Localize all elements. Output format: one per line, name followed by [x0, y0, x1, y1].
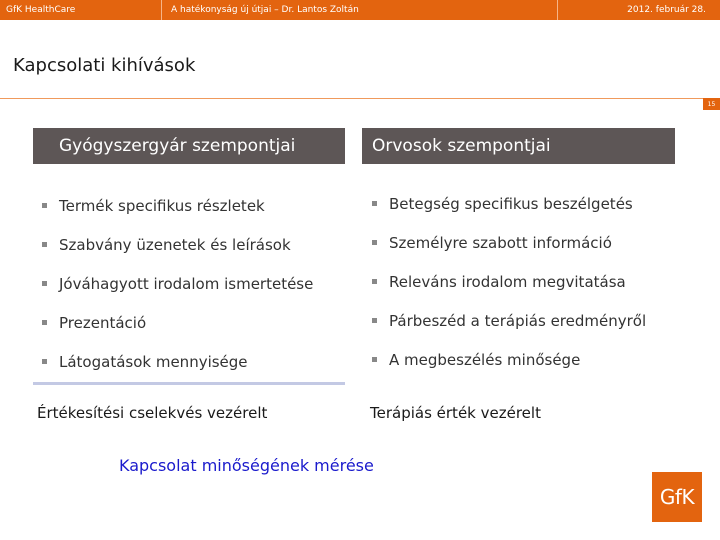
top-bar [0, 0, 720, 20]
list-item-label: Párbeszéd a terápiás eredményről [389, 311, 647, 330]
list-item [372, 184, 672, 223]
list-item-label: Személyre szabott információ [389, 233, 612, 252]
relationship-quality-link[interactable]: Kapcsolat minőségének mérése [119, 456, 374, 475]
list-item [372, 223, 672, 262]
page-number-badge: 15 [703, 98, 720, 110]
right-column-heading: Orvosok szempontjai [362, 128, 675, 164]
right-summary: Terápiás érték vezérelt [370, 404, 541, 422]
left-bullet-list [42, 186, 347, 381]
bullet-square-icon [372, 240, 377, 245]
gfk-logo: GfK [652, 472, 702, 522]
bullet-square-icon [372, 279, 377, 284]
list-item-label: Szabvány üzenetek és leírások [59, 235, 291, 254]
list-item-label: Látogatások mennyisége [59, 352, 248, 371]
list-item [42, 264, 347, 303]
bullet-square-icon [42, 242, 47, 247]
slide-title: Kapcsolati kihívások [13, 55, 196, 76]
bullet-square-icon [42, 281, 47, 286]
bullet-square-icon [372, 201, 377, 206]
left-column-divider [33, 382, 345, 385]
list-item-label: Releváns irodalom megvitatása [389, 272, 626, 291]
left-column-heading: Gyógyszergyár szempontjai [33, 128, 345, 164]
list-item-label: Termék specifikus részletek [59, 196, 265, 215]
list-item [372, 301, 672, 340]
bullet-square-icon [372, 357, 377, 362]
list-item [42, 186, 347, 225]
bullet-square-icon [372, 318, 377, 323]
list-item [372, 262, 672, 301]
bullet-square-icon [42, 203, 47, 208]
list-item-label: Jóváhagyott irodalom ismertetése [59, 274, 314, 293]
company-label: GfK HealthCare [0, 0, 162, 20]
list-item [42, 303, 347, 342]
list-item-label: Prezentáció [59, 313, 147, 332]
list-item [42, 225, 347, 264]
bullet-square-icon [42, 359, 47, 364]
list-item-label: Betegség specifikus beszélgetés [389, 194, 633, 213]
presentation-subtitle: A hatékonyság új útjai – Dr. Lantos Zoltán [162, 0, 558, 20]
presentation-date: 2012. február 28. [627, 5, 706, 15]
title-rule [0, 98, 706, 99]
left-summary: Értékesítési cselekvés vezérelt [37, 404, 268, 422]
right-bullet-list [372, 184, 672, 379]
bullet-square-icon [42, 320, 47, 325]
list-item-label: A megbeszélés minősége [389, 350, 581, 369]
list-item [42, 342, 347, 381]
list-item [372, 340, 672, 379]
